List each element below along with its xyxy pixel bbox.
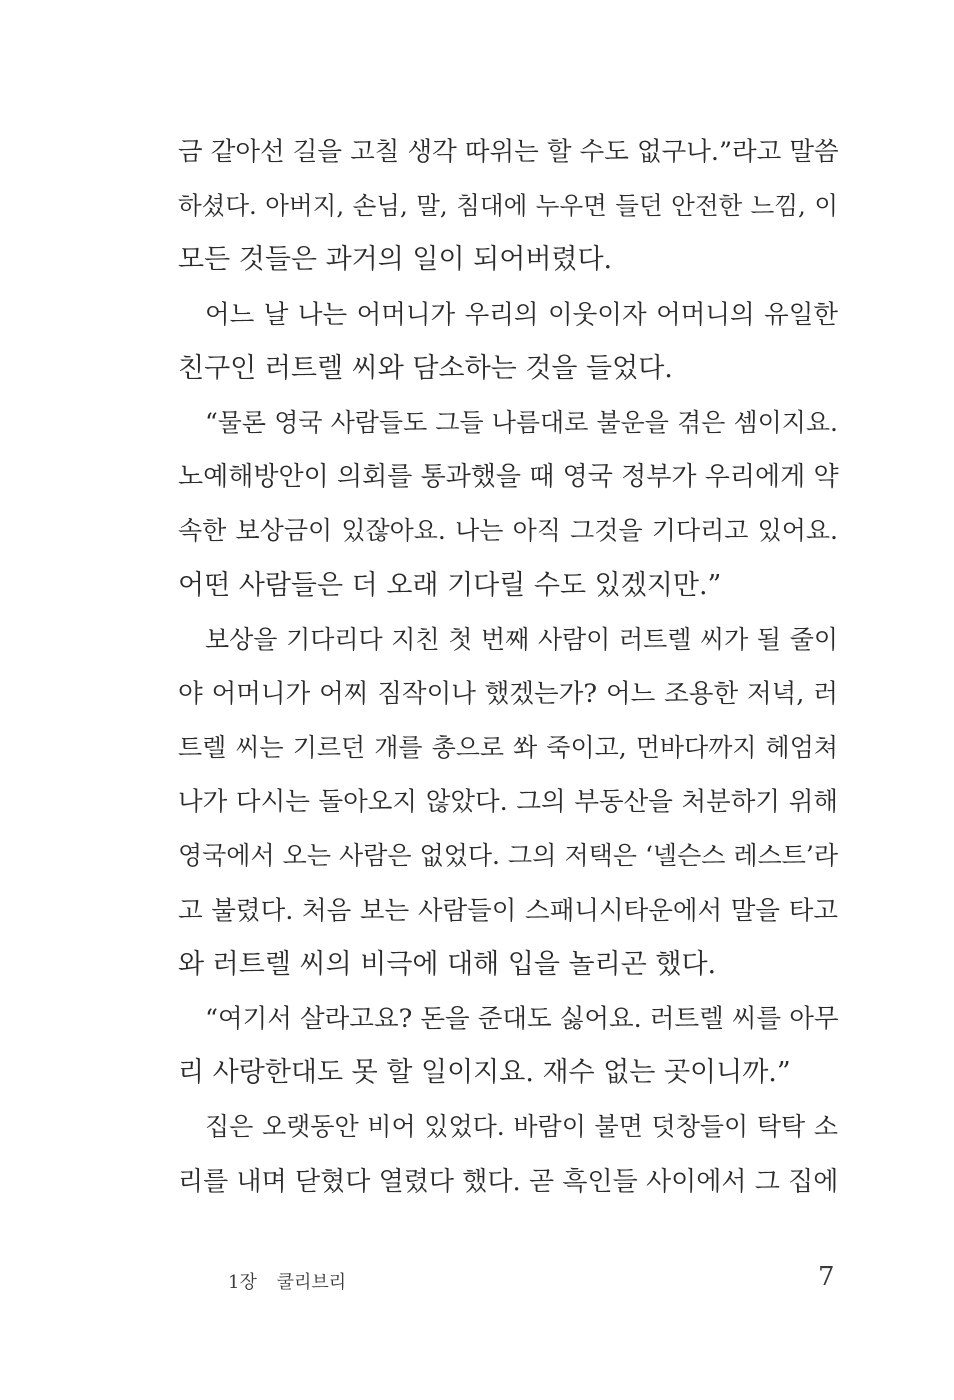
text-line: 친구인 러트렐 씨와 담소하는 것을 들었다. bbox=[178, 352, 673, 384]
paragraph-start-line: 집은 오랫동안 비어 있었다. 바람이 불면 덧창들이 탁탁 소 bbox=[205, 1112, 838, 1142]
text-line: 트렐 씨는 기르던 개를 총으로 쏴 죽이고, 먼바다까지 헤엄쳐 bbox=[178, 733, 838, 763]
text-line: 노예해방안이 의회를 통과했을 때 영국 정부가 우리에게 약 bbox=[178, 462, 839, 493]
text-line: 리 사랑한대도 못 할 일이지요. 재수 없는 곳이니까.” bbox=[178, 1057, 791, 1089]
text-line: 나가 다시는 돌아오지 않았다. 그의 부동산을 처분하기 위해 bbox=[178, 787, 838, 818]
page-footer bbox=[0, 1262, 954, 1302]
text-line: 하셨다. 아버지, 손님, 말, 침대에 누우면 들던 안전한 느낌, 이 bbox=[178, 191, 838, 221]
text-line: 어떤 사람들은 더 오래 기다릴 수도 있겠지만.” bbox=[178, 569, 722, 601]
chapter-title: 쿨리브리 bbox=[276, 1272, 347, 1293]
paragraph-start-line: 어느 날 나는 어머니가 우리의 이웃이자 어머니의 유일한 bbox=[205, 299, 838, 330]
text-line: 고 불렸다. 처음 보는 사람들이 스패니시타운에서 말을 타고 bbox=[178, 895, 838, 926]
body-text bbox=[178, 125, 838, 1209]
text-line: 와 러트렐 씨의 비극에 대해 입을 놀리곤 했다. bbox=[178, 948, 717, 980]
running-footer bbox=[228, 1268, 346, 1294]
page-number: 7 bbox=[818, 1262, 835, 1292]
text-line: 야 어머니가 어찌 짐작이나 했겠는가? 어느 조용한 저녁, 러 bbox=[178, 678, 838, 709]
paragraph-start-line: “물론 영국 사람들도 그들 나름대로 불운을 겪은 셈이지요. bbox=[205, 407, 838, 437]
text-line: 금 같아선 길을 고칠 생각 따위는 할 수도 없구나.”라고 말씀 bbox=[178, 137, 839, 167]
text-line: 모든 것들은 과거의 일이 되어버렸다. bbox=[178, 244, 613, 276]
chapter-number: 1장 bbox=[228, 1272, 257, 1293]
text-line: 리를 내며 닫혔다 열렸다 했다. 곧 흑인들 사이에서 그 집에 bbox=[178, 1166, 839, 1197]
text-line: 속한 보상금이 있잖아요. 나는 아직 그것을 기다리고 있어요. bbox=[178, 516, 838, 546]
text-line: 영국에서 오는 사람은 없었다. 그의 저택은 ‘넬슨스 레스트’라 bbox=[178, 841, 838, 871]
paragraph-start-line: “여기서 살라고요? 돈을 준대도 싫어요. 러트렐 씨를 아무 bbox=[205, 1004, 839, 1034]
paragraph-start-line: 보상을 기다리다 지친 첫 번째 사람이 러트렐 씨가 될 줄이 bbox=[205, 624, 838, 654]
